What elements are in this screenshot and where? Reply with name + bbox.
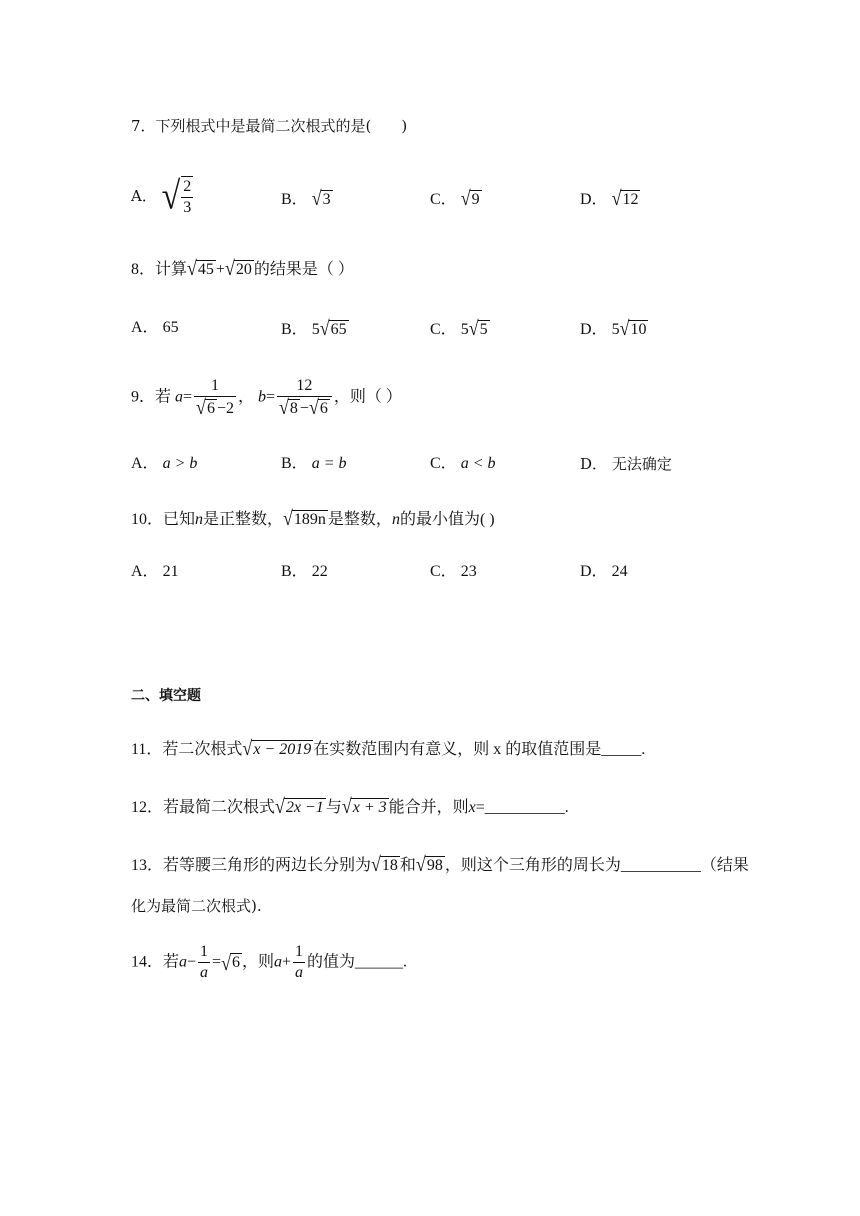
option-label: B． [281,455,308,472]
q8-option-b: B． 5√65 [281,316,347,340]
q12-stem: 12．若最简二次根式√2x −1 与√x + 3 能合并，则x=__________. [131,794,569,818]
q8-option-c: C． 5√5 [430,316,488,340]
option-label: B． [281,321,308,338]
q14-rad: 6 [231,954,240,971]
q8-r2: 20 [235,261,252,278]
option-label: D． [580,563,608,580]
q9-b-expr: a = b [311,455,347,472]
q13-stem: 13．若等腰三角形的两边长分别为√18 和√98 ，则这个三角形的周长为__________（结果 [131,852,749,876]
q14-post: 的值为______. [307,953,408,971]
q12-mid: 与 [325,799,342,816]
q9-den1-tail: −2 [216,400,234,417]
option-label: C． [430,191,457,208]
q11-stem: 11．若二次根式√x − 2019 在实数范围内有意义，则 x 的取值范围是_____. [131,736,646,760]
q10-c-val: 23 [460,563,477,580]
q14-a2: a [273,953,282,971]
option-label: C． [430,563,457,580]
q7-option-a: A． √ $\frac{2}{3}$ [131,175,192,218]
q10-option-c [430,562,477,582]
option-label: D． [580,191,608,208]
q9-eq2: = [265,388,276,406]
option-label: A． [131,455,159,472]
q9-post: ，则（ ） [333,388,402,406]
q12-post2: =__________. [475,799,569,816]
q14-den2: a [295,964,304,981]
q10-stem: 10．已知n是正整数，√189n 是整数，n的最小值为( ) [131,506,495,530]
q7-a-num: 2 [183,178,192,195]
q8-option-d: D． 5√10 [580,316,647,340]
q10-option-b [281,562,328,582]
q10-mid1: 是正整数， [203,511,284,528]
q8-plus: + [215,261,225,278]
q7-close: ) [401,117,408,135]
q14-num2: 1 [295,943,304,960]
q7-option-c: C． √9 [430,186,480,210]
q10-option-d [580,562,628,582]
q9-den2-mid: − [299,400,309,417]
q10-n1: n [195,511,204,528]
q7-a-den: 3 [183,199,192,216]
q9-den2-rad1: 8 [289,400,298,417]
q14-eq: = [212,953,222,971]
q10-pre: 10．已知 [131,511,196,528]
q10-rad: 189n [293,511,326,528]
q9-den1-rad: 6 [206,400,215,417]
q12-rad1: 2x −1 [285,799,324,816]
q12-post1: 能合并，则 [388,799,469,816]
q12-pre: 12．若最简二次根式 [131,799,276,816]
option-label: B． [281,191,308,208]
q9-d-text: 无法确定 [611,455,672,473]
q8-option-a [131,318,179,338]
section-title: 二、填空题 [131,688,201,704]
q8-c-coef: 5 [460,321,469,338]
q9-pre: 9．若 [131,388,172,406]
q13-mid: 和 [399,857,416,874]
q12-x: x [468,799,476,816]
q13-line2: 化为最简二次根式). [131,897,262,915]
q9-num1: 1 [211,377,219,394]
q9-option-b [281,454,346,474]
q10-d-val: 24 [611,563,628,580]
option-label: D． [580,455,608,473]
q9-option-a [131,454,197,474]
option-label: A． [131,319,159,336]
q7-c-rad: 9 [471,191,480,208]
q10-option-a [131,562,179,582]
q14-plus: + [281,953,292,971]
q10-a-val: 21 [162,563,179,580]
q9-var-a: a [175,388,184,406]
q8-b-rad: 65 [330,321,347,338]
q7-b-rad: 3 [322,191,331,208]
q14-mid: ，则 [241,953,274,971]
q9-den2-rad2: 6 [319,400,328,417]
q9-a-expr: a > b [162,455,198,472]
q8-pre: 8．计算 [131,261,188,278]
q14-minus: − [187,953,197,971]
q8-c-rad: 5 [479,321,488,338]
option-label: C． [430,455,457,472]
q14-stem: 14．若a− $\frac{1}{a}$ =√6 ，则a+ $\frac{1}{a}$ 的值为______. [131,943,408,981]
q9-c-expr: a < b [460,455,496,472]
q10-b-val: 22 [311,563,328,580]
q9-comma: ， [237,388,254,406]
q8-d-rad: 10 [630,321,647,338]
q14-pre: 14．若 [131,953,180,971]
option-label: B． [281,563,308,580]
q12-rad2: x + 3 [352,799,387,816]
q7-option-d: D． √12 [580,186,639,210]
q9-num2: 12 [296,377,313,394]
q10-mid2: 是整数， [327,511,392,528]
q11-rad: x − 2019 [253,741,312,758]
q14-num1: 1 [200,943,209,960]
q10-post: 的最小值为( ) [399,511,495,528]
q8-d-coef: 5 [611,321,620,338]
option-label: C． [430,321,457,338]
q8-a-val: 65 [162,319,179,336]
q7-option-b: B． √3 [281,186,331,210]
option-label: A． [131,563,159,580]
q8-b-coef: 5 [311,321,320,338]
q7-stem-text: 7．下列根式中是最简二次根式的是( [131,117,372,135]
q11-post: 在实数范围内有意义，则 x 的取值范围是_____. [313,741,646,758]
q9-option-c [430,454,495,474]
q13-rad2: 98 [426,857,443,874]
q9-stem: 9．若 a= $\frac{1}{√6 -2}$ ， b= $\frac{12}{√8 -√6}$ ，则（ ） [131,377,402,419]
q8-stem: 8．计算√45 +√20 的结果是（ ） [131,256,354,280]
q10-n2: n [391,511,400,528]
q14-den1: a [200,964,209,981]
q7-stem [131,116,407,136]
q14-a1: a [179,953,188,971]
q8-post: 的结果是（ ） [253,261,354,278]
q11-pre: 11．若二次根式 [131,741,243,758]
q9-option-d [580,454,672,474]
q13-post: ，则这个三角形的周长为__________（结果 [444,857,749,874]
q7-d-rad: 12 [622,191,639,208]
q8-r1: 45 [197,261,214,278]
option-label: D． [580,321,608,338]
q9-eq: = [183,388,193,406]
q9-var-b: b [257,388,266,406]
q13-rad1: 18 [381,857,398,874]
option-label: A． [131,187,157,205]
q13-pre: 13．若等腰三角形的两边长分别为 [131,857,372,874]
